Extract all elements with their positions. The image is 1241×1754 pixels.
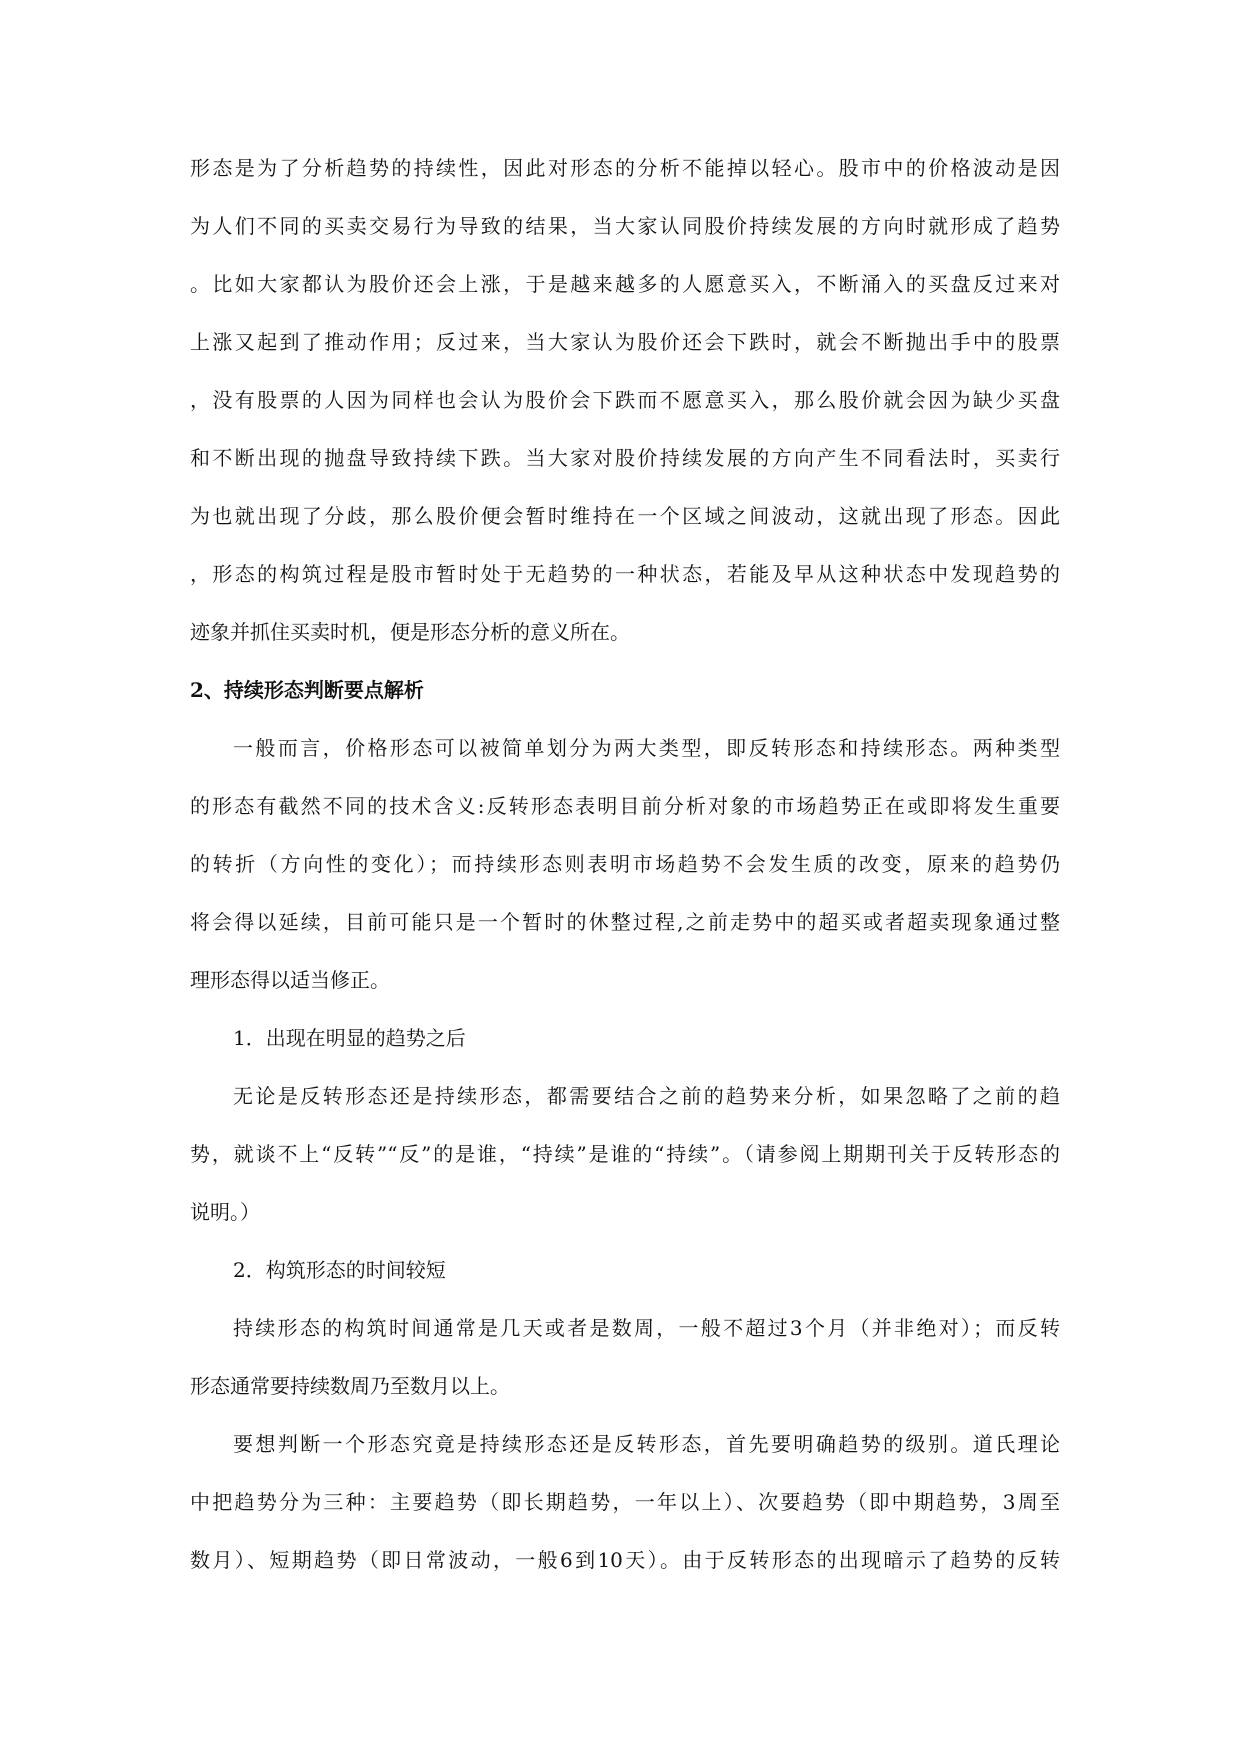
- text-line: 将会得以延续，目前可能只是一个暂时的休整过程,之前走势中的超买或者超卖现象通过整: [190, 910, 1060, 934]
- text-line: 数月）、短期趋势（即日常波动，一般6到10天）。由于反转形态的出现暗示了趋势的反转: [190, 1548, 1060, 1572]
- text-line: 要想判断一个形态究竟是持续形态还是反转形态，首先要明确趋势的级别。道氏理论: [233, 1432, 1060, 1456]
- text-line: 持续形态的构筑时间通常是几天或者是数周，一般不超过3个月（并非绝对）；而反转: [233, 1316, 1060, 1340]
- text-line: 迹象并抓住买卖时机，便是形态分析的意义所在。: [190, 620, 630, 644]
- text-line: ，形态的构筑过程是股市暂时处于无趋势的一种状态，若能及早从这种状态中发现趋势的: [190, 562, 1060, 586]
- text-line: 形态是为了分析趋势的持续性，因此对形态的分析不能掉以轻心。股市中的价格波动是因: [190, 156, 1060, 180]
- text-line: 上涨又起到了推动作用；反过来，当大家认为股价还会下跌时，就会不断抛出手中的股票: [190, 330, 1060, 354]
- document-body: [190, 156, 1060, 1606]
- text-line: ，没有股票的人因为同样也会认为股价会下跌而不愿意买入，那么股价就会因为缺少买盘: [190, 388, 1060, 412]
- text-line: 说明。）: [190, 1200, 260, 1224]
- text-line: 一般而言，价格形态可以被简单划分为两大类型，即反转形态和持续形态。两种类型: [233, 736, 1060, 760]
- text-line: 和不断出现的抛盘导致持续下跌。当大家对股价持续发展的方向产生不同看法时，买卖行: [190, 446, 1060, 470]
- point-title: 2．构筑形态的时间较短: [233, 1258, 446, 1282]
- point-title: 1．出现在明显的趋势之后: [233, 1026, 466, 1050]
- text-line: 的转折（方向性的变化）；而持续形态则表明市场趋势不会发生质的改变，原来的趋势仍: [190, 852, 1060, 876]
- text-line: 理形态得以适当修正。: [190, 968, 390, 992]
- text-line: 中把趋势分为三种：主要趋势（即长期趋势，一年以上）、次要趋势（即中期趋势，3周至: [190, 1490, 1060, 1514]
- text-line: 。比如大家都认为股价还会上涨，于是越来越多的人愿意买入，不断涌入的买盘反过来对: [190, 272, 1060, 296]
- text-line: 为人们不同的买卖交易行为导致的结果，当大家认同股价持续发展的方向时就形成了趋势: [190, 214, 1060, 238]
- text-line: 为也就出现了分歧，那么股价便会暂时维持在一个区域之间波动，这就出现了形态。因此: [190, 504, 1060, 528]
- section-heading: 2、持续形态判断要点解析: [190, 678, 424, 702]
- text-line: 无论是反转形态还是持续形态，都需要结合之前的趋势来分析，如果忽略了之前的趋: [233, 1084, 1060, 1108]
- text-line: 的形态有截然不同的技术含义:反转形态表明目前分析对象的市场趋势正在或即将发生重要: [190, 794, 1060, 818]
- text-line: 形态通常要持续数周乃至数月以上。: [190, 1374, 510, 1398]
- text-line: 势，就谈不上“反转”“反”的是谁，“持续”是谁的“持续”。（请参阅上期期刊关于反转形态的: [190, 1142, 1060, 1166]
